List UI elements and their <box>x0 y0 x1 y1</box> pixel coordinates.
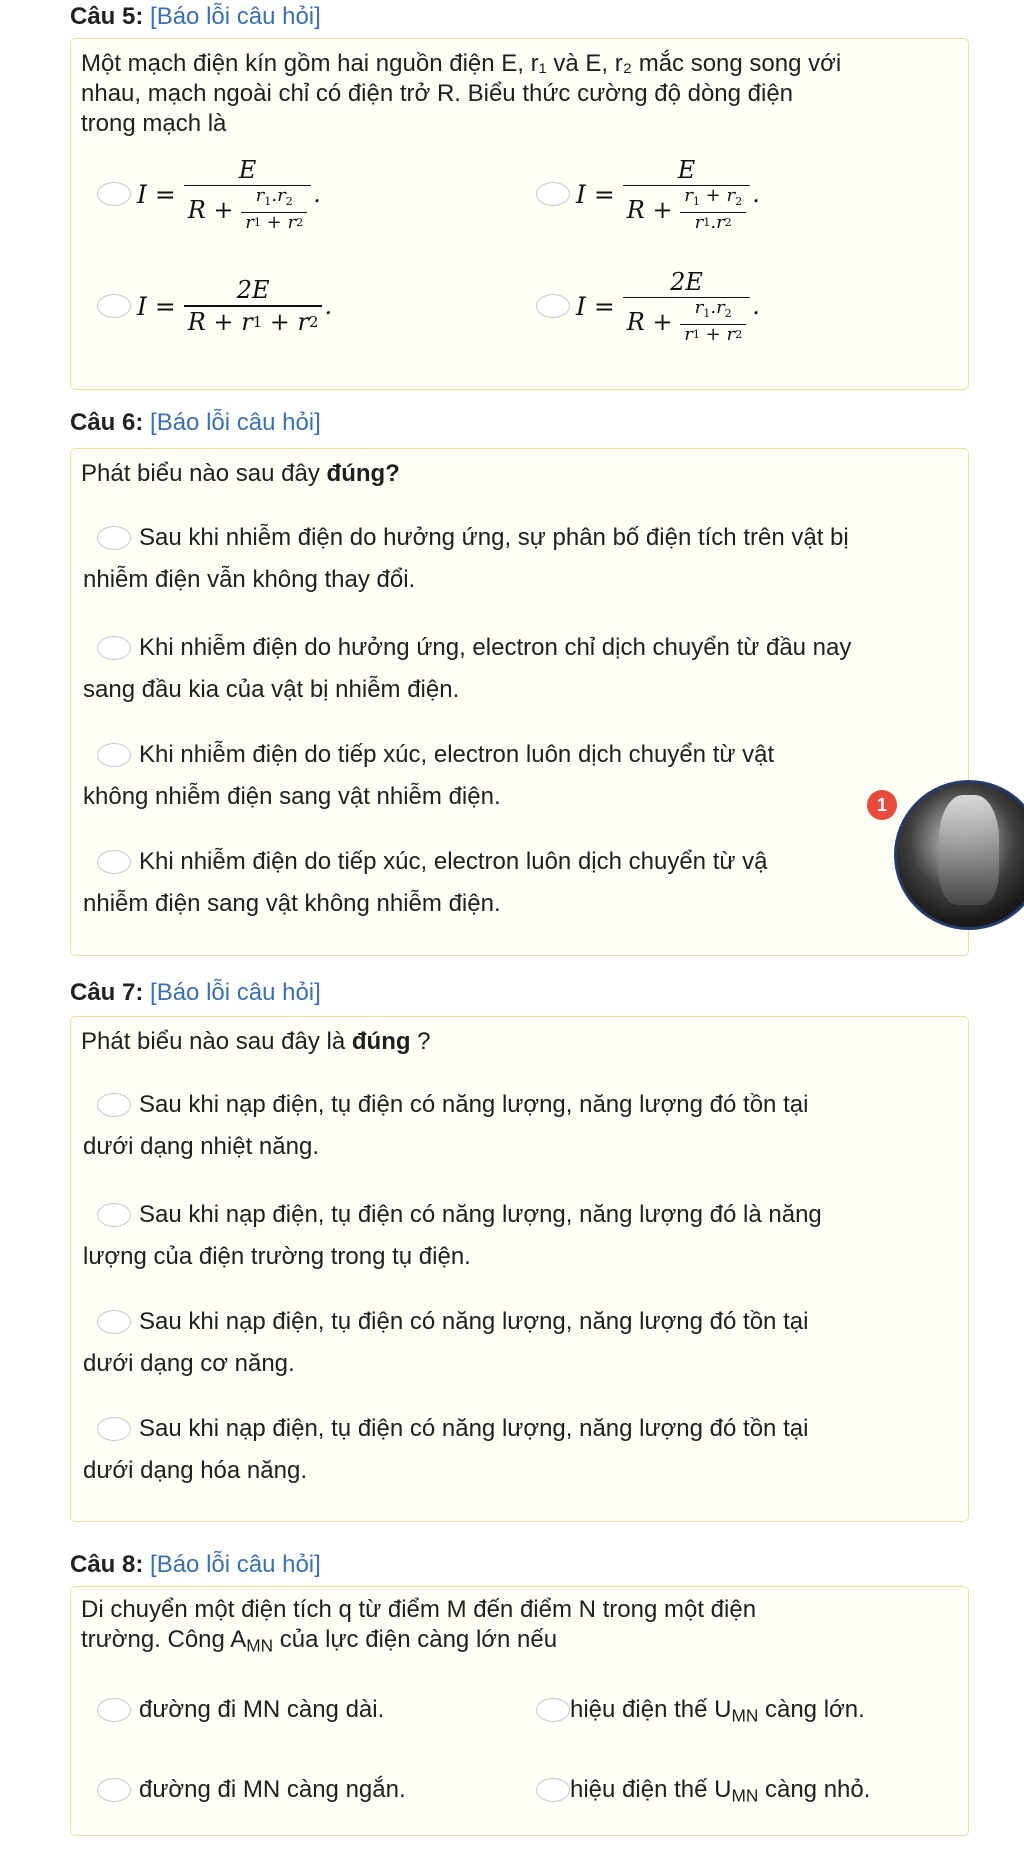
stem-text: của lực điện càng lớn nếu <box>273 1626 558 1653</box>
question-5-stem-line: Một mạch điện kín gồm hai nguồn điện E, r₁ và E, r₂ mắc song song với <box>81 50 842 77</box>
option-line: Sau khi nhiễm điện do hưởng ứng, sự phân bố điện tích trên vật bị <box>139 524 849 551</box>
option-d-text[interactable] <box>83 841 958 925</box>
option-d-radio[interactable] <box>536 1778 570 1802</box>
option-line: dưới dạng cơ năng. <box>83 1350 295 1377</box>
question-5-stem-line: nhau, mạch ngoài chỉ có điện trở R. Biểu thức cường độ dòng điện <box>81 80 794 107</box>
option-b-text[interactable] <box>83 1194 958 1278</box>
option-line: dưới dạng hóa năng. <box>83 1457 307 1484</box>
option-b-text[interactable] <box>83 627 958 711</box>
option-b-radio[interactable] <box>536 182 570 206</box>
option-c-text[interactable] <box>83 734 958 818</box>
option-b-formula[interactable]: I = E R + $r_1 + r_2$ r 1 .r 2 . <box>576 155 760 234</box>
option-c-text[interactable]: đường đi MN càng ngắn. <box>139 1776 406 1803</box>
option-subscript: MN <box>731 1785 759 1806</box>
option-a-radio[interactable] <box>97 1698 131 1722</box>
option-text-part: hiệu điện thế U <box>570 1696 732 1723</box>
option-line: lượng của điện trường trong tụ điện. <box>83 1243 471 1270</box>
option-b-text[interactable] <box>570 1695 865 1730</box>
question-7-stem-text: Phát biểu nào sau đây là <box>81 1028 352 1055</box>
option-line: Sau khi nạp điện, tụ điện có năng lượng, năng lượng đó là năng <box>139 1201 822 1228</box>
option-a-radio[interactable] <box>97 182 131 206</box>
question-7-stem-emphasis: đúng <box>351 1028 411 1055</box>
option-c-formula[interactable]: I = 2E R + r 1 + r 2 . <box>137 276 333 336</box>
option-a-formula[interactable]: I = E R + $r_1.r_2$ r 1 + r 2 . <box>137 155 321 234</box>
option-a-text[interactable] <box>83 517 958 601</box>
question-8-card <box>70 1586 969 1836</box>
question-5-card <box>70 38 969 390</box>
question-7-stem <box>81 1027 956 1057</box>
option-line: Khi nhiễm điện do tiếp xúc, electron luôn dịch chuyển từ vậ <box>139 848 768 875</box>
question-8-stem <box>81 1595 956 1660</box>
question-7-stem-suffix: ? <box>410 1028 431 1055</box>
question-6-stem <box>81 459 956 489</box>
option-a-text[interactable]: đường đi MN càng dài. <box>139 1696 385 1723</box>
question-6-stem-text: Phát biểu nào sau đây <box>81 460 327 487</box>
question-7-card <box>70 1016 969 1522</box>
option-line: nhiễm điện vẫn không thay đổi. <box>83 566 416 593</box>
question-6-header <box>70 408 321 438</box>
question-7-label: Câu 7: <box>70 979 144 1006</box>
option-text-part: hiệu điện thế U <box>570 1776 732 1803</box>
report-question-8-link[interactable]: [Báo lỗi câu hỏi] <box>150 1551 321 1578</box>
question-6-label: Câu 6: <box>70 409 144 436</box>
option-line: Khi nhiễm điện do hưởng ứng, electron chỉ dịch chuyển từ đầu nay <box>139 634 852 661</box>
option-b-radio[interactable] <box>536 1698 570 1722</box>
video-thumbnail-figure <box>939 795 999 905</box>
option-c-radio[interactable] <box>97 1778 131 1802</box>
option-line: không nhiễm điện sang vật nhiễm điện. <box>83 783 501 810</box>
question-5-header <box>70 2 321 32</box>
option-text-part: càng lớn. <box>758 1696 865 1723</box>
report-question-5-link[interactable]: [Báo lỗi câu hỏi] <box>150 3 321 30</box>
question-5-stem <box>81 49 956 139</box>
option-a-text[interactable] <box>83 1084 958 1168</box>
report-question-6-link[interactable]: [Báo lỗi câu hỏi] <box>150 409 321 436</box>
option-line: nhiễm điện sang vật không nhiễm điện. <box>83 890 501 917</box>
stem-text: trường. Công A <box>81 1626 247 1653</box>
report-question-7-link[interactable]: [Báo lỗi câu hỏi] <box>150 979 321 1006</box>
option-d-text[interactable] <box>570 1775 870 1810</box>
option-subscript: MN <box>731 1705 759 1726</box>
question-6-stem-emphasis: đúng? <box>326 460 400 487</box>
option-d-formula[interactable]: I = 2E R + $r_1.r_2$ r 1 + r 2 . <box>576 267 760 346</box>
option-line: Khi nhiễm điện do tiếp xúc, electron luôn dịch chuyển từ vật <box>139 741 775 768</box>
option-text-part: càng nhỏ. <box>758 1776 871 1803</box>
option-line: Sau khi nạp điện, tụ điện có năng lượng, năng lượng đó tồn tại <box>139 1308 809 1335</box>
option-c-radio[interactable] <box>97 294 131 318</box>
option-line: Sau khi nạp điện, tụ điện có năng lượng, năng lượng đó tồn tại <box>139 1091 809 1118</box>
question-8-header <box>70 1550 321 1580</box>
question-5-stem-line: trong mạch là <box>81 110 227 137</box>
option-d-radio[interactable] <box>536 294 570 318</box>
option-line: sang đầu kia của vật bị nhiễm điện. <box>83 676 460 703</box>
question-7-header <box>70 978 321 1008</box>
option-line: dưới dạng nhiệt năng. <box>83 1133 319 1160</box>
question-8-label: Câu 8: <box>70 1551 144 1578</box>
notification-badge[interactable]: 1 <box>867 790 897 820</box>
question-8-stem-line: Di chuyển một điện tích q từ điểm M đến điểm N trong một điện <box>81 1596 757 1623</box>
option-d-text[interactable] <box>83 1408 958 1492</box>
stem-subscript: MN <box>246 1635 274 1656</box>
option-c-text[interactable] <box>83 1301 958 1385</box>
question-8-stem-line <box>81 1625 956 1660</box>
question-5-label: Câu 5: <box>70 3 144 30</box>
option-line: Sau khi nạp điện, tụ điện có năng lượng, năng lượng đó tồn tại <box>139 1415 809 1442</box>
question-6-card <box>70 448 969 956</box>
